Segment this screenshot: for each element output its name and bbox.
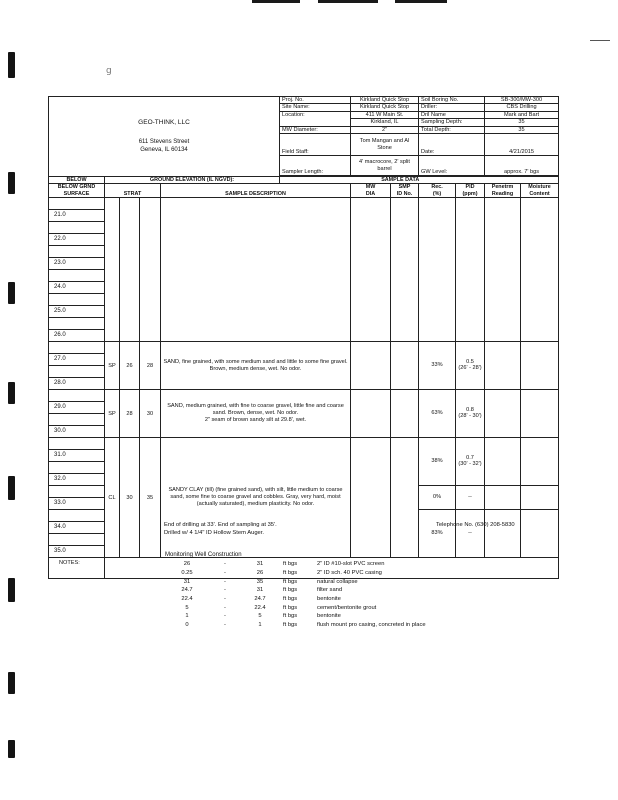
drill-name-value: Mark and Bart — [485, 111, 559, 118]
binder-hole — [8, 282, 15, 304]
depth-label: 27.0 — [49, 353, 105, 365]
rec-value: 63% — [419, 389, 456, 437]
depth-label: 22.0 — [49, 233, 105, 245]
site-name-value: Kirkland Quick Stop — [351, 104, 419, 111]
gw-level-value: approx. 7' bgs — [485, 156, 559, 176]
monitoring-well-rows — [165, 560, 513, 630]
interval-top: 24.7 — [181, 587, 193, 594]
interval-top: 26 — [183, 561, 191, 568]
binder-hole — [8, 740, 15, 758]
sample-description: SAND, fine grained, with some medium sand and little to some fine gravel. Brown, medium dense, wet. No odor. — [161, 341, 351, 389]
interval-unit: ft bgs — [283, 613, 298, 620]
binder-hole — [8, 172, 15, 194]
interval-unit: ft bgs — [283, 596, 298, 603]
company-name: GEO-THINK, LLC — [138, 118, 190, 126]
strat-code: CL — [105, 437, 120, 557]
interval-unit: ft bgs — [283, 587, 298, 594]
driller-label: Driller: — [419, 104, 485, 111]
depth-label: 25.0 — [49, 305, 105, 317]
pid-reading: 0.8 — [466, 406, 474, 413]
notes-text — [164, 521, 277, 538]
field-staff-value: Tom Mangan and Al Stone — [351, 134, 419, 156]
interval-unit: ft bgs — [283, 604, 298, 611]
pid-reading: 0.7 — [466, 454, 474, 461]
sampler-length-value: 4' macrocore, 2' split barrel — [351, 156, 419, 176]
depth-label: 35.0 — [49, 545, 105, 557]
depth-label: 34.0 — [49, 521, 105, 533]
col-below: BELOW — [49, 177, 105, 184]
date-value: 4/21/2015 — [485, 134, 559, 156]
depth-label: 32.0 — [49, 473, 105, 485]
interval-material: bentonite — [317, 613, 341, 620]
proj-no-label: Proj. No. — [280, 97, 351, 104]
telephone-number: Telephone No. (630) 208-5830 — [436, 522, 515, 528]
total-depth-value: 35 — [485, 126, 559, 133]
location-value-street: 411 W Main St. — [351, 111, 419, 118]
monitoring-well-row — [165, 612, 513, 621]
notes-line: End of drilling at 33'. End of sampling at 35'. — [164, 522, 277, 528]
interval-material: natural collapse — [317, 578, 358, 585]
binder-hole — [8, 672, 15, 694]
sample-description: SANDY CLAY (till) (fine grained sand), with silt, little medium to coarse sand, some fine to coarse gravel and cobbles. Gray, very hard, moist (actually saturated), medium plasticity. No odor. — [161, 437, 351, 557]
interval-bottom: 22.4 — [254, 604, 266, 611]
rec-value: 38% — [419, 437, 456, 485]
monitoring-well-row — [165, 586, 513, 595]
binder-hole — [8, 578, 15, 602]
interval-top: 22.4 — [181, 596, 193, 603]
interval-material: bentonite — [317, 596, 341, 603]
binder-hole — [8, 382, 15, 404]
interval-top: 1 — [185, 613, 189, 620]
interval-dash: - — [224, 596, 226, 603]
pid-value — [456, 389, 485, 437]
col-rec-1: Rec. — [419, 184, 456, 191]
binder-hole — [8, 52, 15, 78]
interval-unit: ft bgs — [283, 622, 298, 629]
interval-bottom: 1 — [258, 622, 262, 629]
soil-boring-label: Soil Boring No. — [419, 97, 485, 104]
sample-description — [161, 389, 351, 437]
location-value-city: Kirkland, IL — [351, 119, 419, 126]
strat-bottom: 35 — [140, 437, 161, 557]
mw-diameter-label: MW Diameter: — [280, 126, 351, 133]
interval-top: 31 — [183, 578, 191, 585]
interval-material: 2" ID #10-slot PVC screen — [317, 561, 385, 568]
col-surface: SURFACE — [49, 191, 105, 198]
interval-dash: - — [224, 561, 226, 568]
interval-dash: - — [224, 587, 226, 594]
depth-label: 33.0 — [49, 497, 105, 509]
rec-value: 0% — [419, 485, 456, 509]
interval-bottom: 31 — [256, 561, 264, 568]
depth-label: 30.0 — [49, 425, 105, 437]
mw-diameter-value: 2" — [351, 126, 419, 133]
sampling-depth-value: 35 — [485, 119, 559, 126]
gw-level-label: GW Level: — [419, 156, 485, 176]
strat-top: 30 — [120, 437, 140, 557]
col-mw-dia-2: DIA — [351, 191, 391, 198]
monitoring-well-construction — [165, 552, 513, 630]
pid-value — [456, 341, 485, 389]
pid-interval: (26' - 28') — [458, 365, 482, 372]
strat-bottom: 30 — [140, 389, 161, 437]
col-moisture-2: Content — [521, 191, 559, 198]
rec-value: 33% — [419, 341, 456, 389]
depth-label: 24.0 — [49, 281, 105, 293]
col-sample-description: SAMPLE DESCRIPTION — [161, 191, 351, 198]
monitoring-well-row — [165, 569, 513, 578]
company-block — [49, 97, 280, 177]
monitoring-well-row — [165, 603, 513, 612]
strat-code: SP — [105, 341, 120, 389]
col-smp-2: ID No. — [391, 191, 419, 198]
pid-value: -- — [456, 509, 485, 557]
site-name-label: Site Name: — [280, 104, 351, 111]
monitoring-well-row — [165, 560, 513, 569]
rec-value: 83% — [419, 509, 456, 557]
date-label: Date: — [419, 134, 485, 156]
page-mark: g — [106, 66, 112, 76]
strat-top: 26 — [120, 341, 140, 389]
depth-label: 29.0 — [49, 401, 105, 413]
location-label: Location: — [280, 111, 351, 126]
col-penetro-1: Penetrm — [485, 184, 521, 191]
scan-edge-mark — [590, 40, 610, 41]
interval-unit: ft bgs — [283, 578, 298, 585]
depth-label: 21.0 — [49, 209, 105, 221]
notes-label: NOTES: — [49, 557, 105, 578]
sample-description-note: 2" seam of brown sandy silt at 29.8', wet. — [204, 417, 307, 424]
col-rec-2: (%) — [419, 191, 456, 198]
monitoring-well-row — [165, 595, 513, 604]
col-mw-dia-1: MW — [351, 184, 391, 191]
interval-dash: - — [224, 604, 226, 611]
interval-dash: - — [224, 622, 226, 629]
scan-top-bar — [395, 0, 447, 3]
depth-label: 23.0 — [49, 257, 105, 269]
ground-elevation-label: GROUND ELEVATION (IL NGVD): — [105, 177, 280, 184]
strat-bottom: 28 — [140, 341, 161, 389]
sample-data-label: SAMPLE DATA — [280, 177, 521, 184]
interval-unit: ft bgs — [283, 570, 298, 577]
interval-top: 0.25 — [181, 570, 193, 577]
interval-bottom: 35 — [256, 578, 264, 585]
drill-name-label: Dril Name — [419, 111, 485, 118]
strat-top: 28 — [120, 389, 140, 437]
interval-bottom: 5 — [258, 613, 262, 620]
strat-code: SP — [105, 389, 120, 437]
interval-material: filter sand — [317, 587, 343, 594]
interval-bottom: 26 — [256, 570, 264, 577]
interval-material: flush mount pro casing, concreted in place — [317, 622, 426, 629]
pid-interval: (30' - 32') — [458, 461, 482, 468]
monitoring-well-row — [165, 621, 513, 630]
interval-bottom: 24.7 — [254, 596, 266, 603]
interval-dash: - — [224, 578, 226, 585]
col-strat: STRAT — [105, 191, 161, 198]
depth-label: 26.0 — [49, 329, 105, 341]
col-penetro-2: Reading — [485, 191, 521, 198]
sample-description-text: SAND, medium grained, with fine to coarse gravel, little fine and coarse sand. Brown, dense, wet. No odor. — [167, 403, 344, 417]
boring-log-table — [48, 96, 559, 579]
field-staff-label: Field Staff: — [280, 134, 351, 156]
pid-value: -- — [456, 485, 485, 509]
interval-material: cement/bentonite grout — [317, 604, 377, 611]
sampler-length-label: Sampler Length: — [280, 156, 351, 176]
monitoring-well-title: Monitoring Well Construction — [165, 552, 242, 558]
col-pid-1: PID — [456, 184, 485, 191]
total-depth-label: Total Depth: — [419, 126, 485, 133]
depth-label: 28.0 — [49, 377, 105, 389]
driller-value: CBS Drilling — [485, 104, 559, 111]
interval-top: 0 — [185, 622, 189, 629]
interval-dash: - — [224, 613, 226, 620]
interval-bottom: 31 — [256, 587, 264, 594]
col-below-grnd: BELOW GRND — [49, 184, 105, 191]
soil-boring-value: SB-300/MW-300 — [485, 97, 559, 104]
pid-interval: (28' - 30') — [458, 413, 482, 420]
company-address-line2: Geneva, IL 60134 — [140, 147, 188, 154]
col-moisture-1: Moisture — [521, 184, 559, 191]
interval-unit: ft bgs — [283, 561, 298, 568]
company-address-line1: 611 Stevens Street — [138, 139, 190, 146]
sampling-depth-label: Sampling Depth: — [419, 119, 485, 126]
scan-top-bar — [252, 0, 300, 3]
depth-label: 31.0 — [49, 449, 105, 461]
notes-line: Drilled w/ 4 1/4" ID Hollow Stem Auger. — [164, 530, 265, 537]
pid-reading: 0.5 — [466, 358, 474, 365]
pid-value — [456, 437, 485, 485]
proj-no-value: Kirkland Quick Stop — [351, 97, 419, 104]
interval-material: 2" ID sch. 40 PVC casing — [317, 570, 382, 577]
interval-top: 5 — [185, 604, 189, 611]
monitoring-well-row — [165, 577, 513, 586]
binder-hole — [8, 476, 15, 500]
col-pid-2: (ppm) — [456, 191, 485, 198]
col-smp-1: SMP — [391, 184, 419, 191]
scan-top-bar — [318, 0, 378, 3]
interval-dash: - — [224, 570, 226, 577]
